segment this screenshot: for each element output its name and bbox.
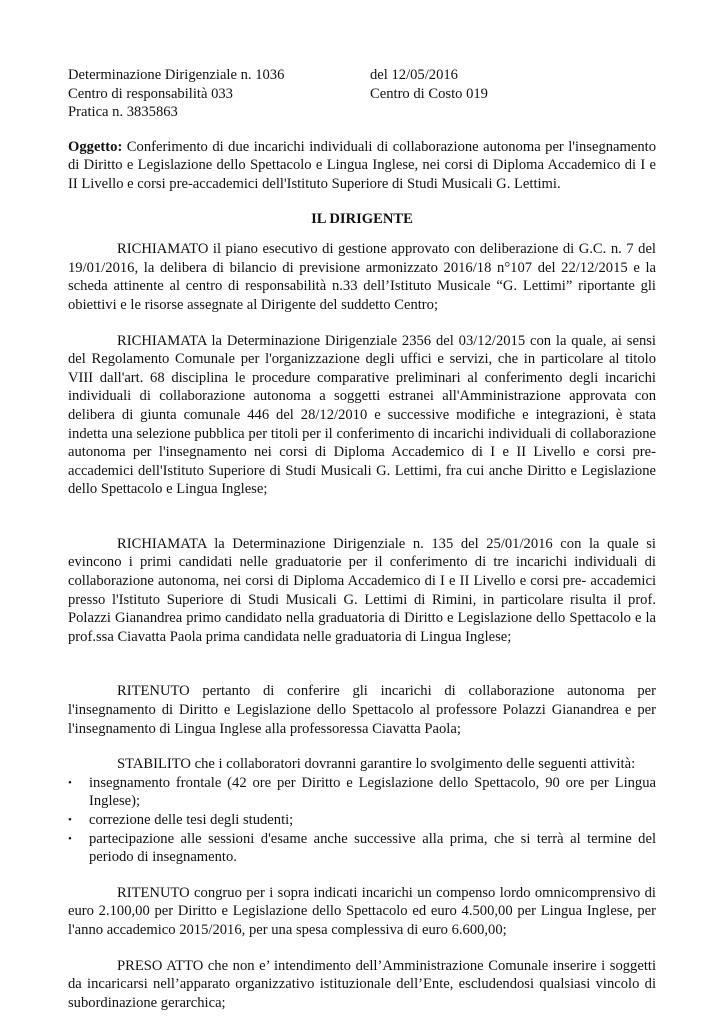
paragraph-stabilito: STABILITO che i collaboratori dovranni garantire lo svolgimento delle seguenti attività: xyxy=(117,756,636,773)
document-body xyxy=(68,66,656,1012)
paragraph-preso-atto: PRESO ATTO che non e’ intendimento dell’Amministrazione Comunale inserire i soggetti da incaricarsi nell’apparato organizzativo istituzionale dell’Ente, escludendosi qualsiasi vincolo di subordinazione gerarchica; xyxy=(68,957,656,1011)
subject-paragraph xyxy=(68,138,656,194)
list-item: • correzione delle tesi degli studenti; xyxy=(68,811,656,830)
determination-date: del 12/05/2016 xyxy=(370,67,458,83)
paragraph-ritenuto-conferire: RITENUTO pertanto di conferire gli incarichi di collaborazione autonoma per l'insegnamento di Diritto e Legislazione dello Spettacolo al professore Polazzi Gianandrea e per l'insegnamento di Lingua Inglese alla professoressa Ciavatta Paola; xyxy=(68,683,656,737)
section-title: IL DIRIGENTE xyxy=(311,210,413,227)
cost-center: Centro di Costo 019 xyxy=(370,85,488,102)
subject-text: Conferimento di due incarichi individuali di collaborazione autonoma per l'insegnamento di Diritto e Legislazione dello Spettacolo e Lingua Inglese, nei corsi di Diploma Accademico di I e II Livello e corsi pre-accademici dell'Istituto Superiore di Studi Musicali G. Lettimi. xyxy=(68,138,656,192)
header-row-1 xyxy=(68,66,656,85)
subject-label: Oggetto: xyxy=(68,138,123,155)
responsibility-center: Centro di responsabilità 033 xyxy=(68,85,233,102)
paragraph-richiamata-dd-135: RICHIAMATA la Determinazione Dirigenziale n. 135 del 25/01/2016 con la quale si evincono i primi candidati nelle graduatorie per il conferimento di tre incarichi individuali di collaborazione autonoma, nei corsi di Diploma Accademico di I e II Livello e corsi pre- accademici presso l'Istituto Superiore di Studi Musicali G. Lettimi di Rimini, in particolare risulta il prof. Polazzi Gianandrea primo candidato nella graduatoria di Diritto e Legislazione dello Spettacolo e la prof.ssa Ciavatta Paola prima candidata nelle graduatoria di Lingua Inglese; xyxy=(68,535,656,645)
paragraph-richiamato-peg: RICHIAMATO il piano esecutivo di gestione approvato con deliberazione di G.C. n. 7 del 19/01/2016, la delibera di bilancio di previsione armonizzato 2016/18 n°107 del 22/12/2015 e la scheda attinente al centro di responsabilità n.33 dell’Istituto Musicale “G. Lettimi” riportante gli obiettivi e le risorse assegnate al Dirigente del suddetto Centro; xyxy=(68,241,656,313)
list-item: • partecipazione alle sessioni d'esame anche successive alla prima, che si terrà al termine del periodo di insegnamento. xyxy=(68,830,656,867)
document-header xyxy=(68,66,656,122)
determination-number: Determinazione Dirigenziale n. 1036 xyxy=(68,67,285,83)
header-row-2 xyxy=(68,85,656,104)
list-item: • insegnamento frontale (42 ore per Diritto e Legislazione dello Spettacolo, 90 ore per Lingua Inglese); xyxy=(68,774,656,811)
paragraph-richiamata-dd-2356: RICHIAMATA la Determinazione Dirigenziale 2356 del 03/12/2015 con la quale, ai sensi del Regolamento Comunale per l'organizzazione degli uffici e servizi, che in particolare al titolo VIII dall'art. 68 disciplina le procedure comparative preliminari al conferimento degli incarichi individuali di collaborazione autonoma a soggetti estranei all'Amministrazione approvata con delibera di giunta comunale 446 del 28/12/2010 e successive modifiche e integrazioni, è stata indetta una selezione pubblica per titoli per il conferimento di incarichi individuali di collaborazione autonoma per l'insegnamento nei corsi di Diploma Accademico di I e II Livello e corsi pre-accademici dell'Istituto Superiore di Studi Musicali G. Lettimi, fra cui anche Diritto e Legislazione dello Spettacolo e Lingua Inglese; xyxy=(68,332,656,498)
paragraph-ritenuto-compenso: RITENUTO congruo per i sopra indicati incarichi un compenso lordo omnicomprensivo di euro 2.100,00 per Diritto e Legislazione dello Spettacolo ed euro 4.500,00 per Lingua Inglese, per l'anno accademico 2015/2016, per una spesa complessiva di euro 6.600,00; xyxy=(68,884,656,938)
practice-number: Pratica n. 3835863 xyxy=(68,104,178,121)
activities-list xyxy=(68,774,656,867)
header-row-3 xyxy=(68,103,656,122)
